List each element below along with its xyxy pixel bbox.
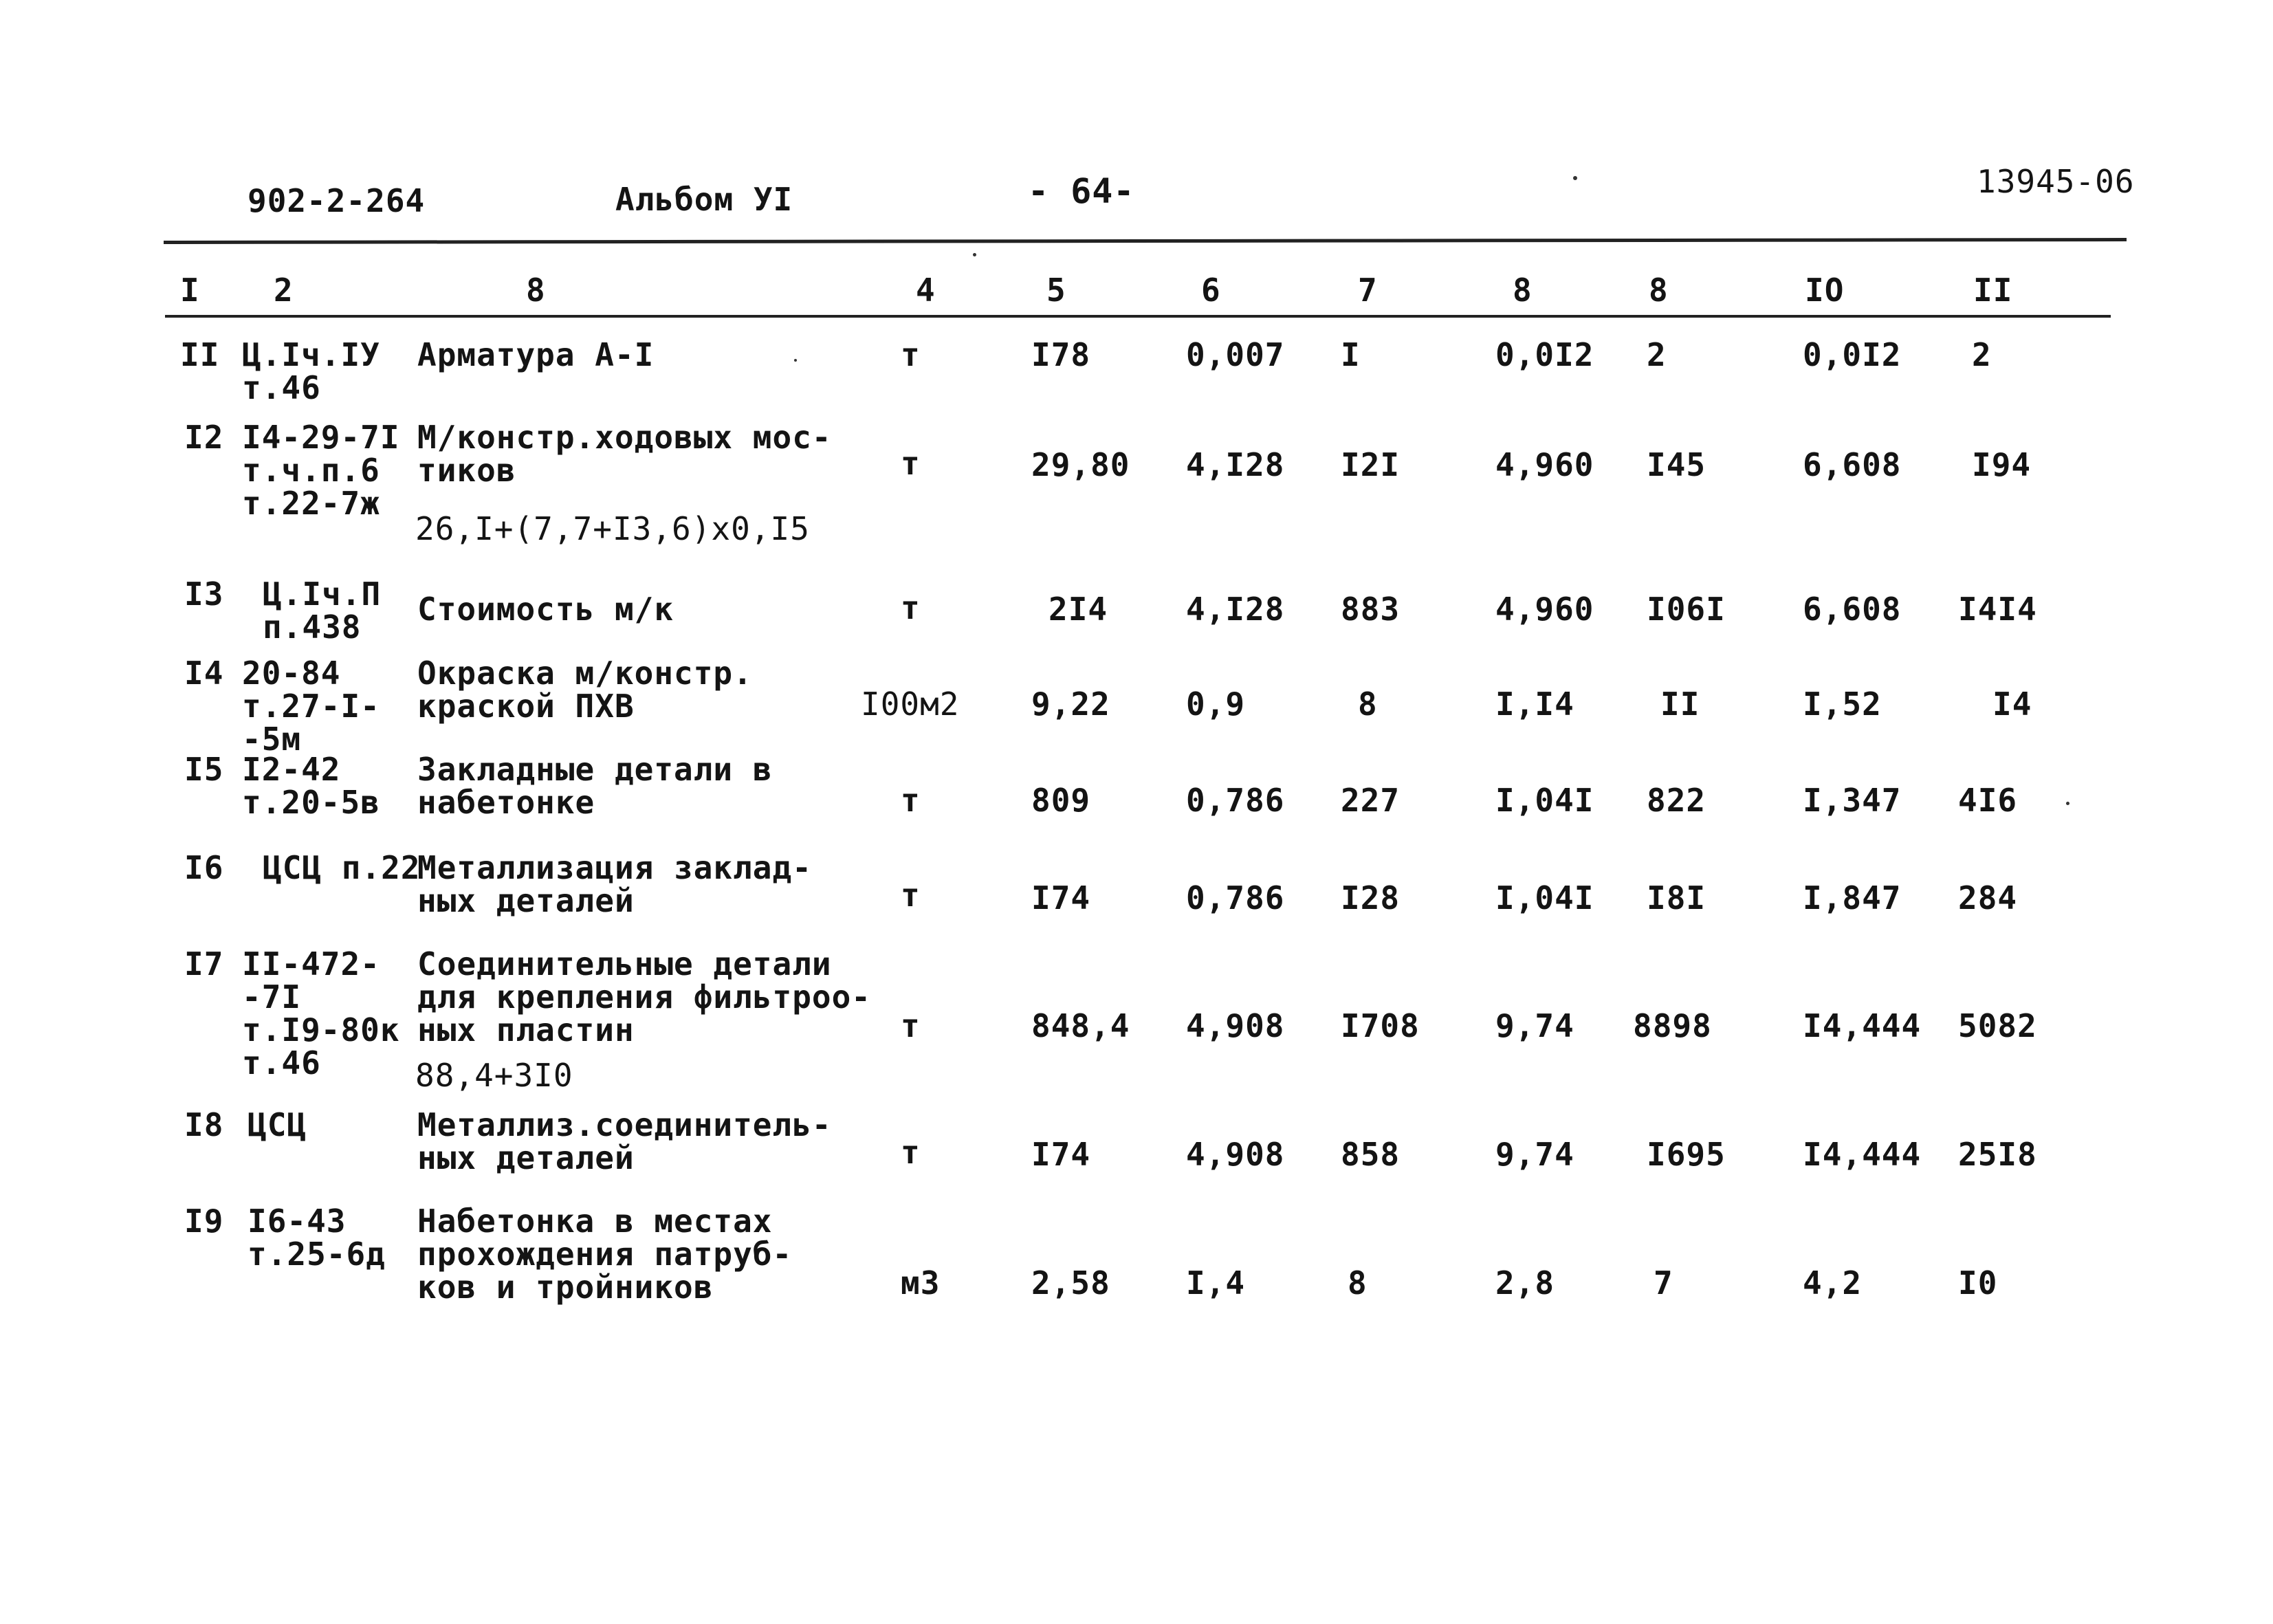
row-col11: I4I4 [1958, 591, 2037, 628]
scan-speck [2066, 802, 2069, 805]
row-number: I7 [184, 945, 224, 983]
row-name: Закладные детали в набетонке [417, 751, 773, 821]
row-name: Металлизация заклад- ных деталей [417, 849, 812, 919]
col-header-9: 8 [1649, 272, 1669, 309]
row-col6: 4,I28 [1186, 591, 1285, 628]
row-number: I9 [184, 1203, 224, 1240]
row-col7: I [1341, 336, 1361, 373]
row-col6: 0,786 [1186, 782, 1285, 819]
row-col5: 2,58 [1031, 1264, 1110, 1302]
row-name: Набетонка в местах прохождения патруб- ков и тройников [417, 1203, 793, 1306]
row-code: 20-84 т.27-I- -5м [242, 655, 380, 758]
row-col10: I,347 [1803, 782, 1902, 819]
row-col11: 25I8 [1958, 1136, 2037, 1173]
row-col5: 2I4 [1048, 591, 1108, 628]
row-col10: 4,2 [1803, 1264, 1863, 1302]
row-col8: I,04I [1495, 782, 1594, 819]
row-col5: 848,4 [1031, 1007, 1130, 1044]
page-number: - 64- [1028, 171, 1135, 211]
row-code: Ц.Iч.П п.438 [263, 575, 382, 646]
row-col11: 2 [1972, 336, 1992, 373]
row-unit: т [901, 445, 921, 482]
row-col8: 9,74 [1495, 1136, 1574, 1173]
row-name: М/констр.ходовых мос- тиков [417, 419, 832, 489]
row-number: I5 [184, 751, 224, 788]
row-unit: т [901, 782, 921, 819]
row-code: ЦСЦ п.22 [263, 849, 421, 886]
row-col6: I,4 [1186, 1264, 1246, 1302]
row-name: Металлиз.соединитель- ных деталей [417, 1106, 832, 1176]
row-col7: 8 [1358, 685, 1378, 723]
row-col8: 2,8 [1495, 1264, 1555, 1302]
row-col11: 5082 [1958, 1007, 2037, 1044]
row-number: I6 [184, 849, 224, 886]
row-col9: 7 [1654, 1264, 1673, 1302]
col-header-10: IO [1805, 272, 1845, 309]
row-number: I8 [184, 1106, 224, 1143]
row-col7: 8 [1348, 1264, 1368, 1302]
row-col5: I74 [1031, 879, 1091, 917]
row-col7: 858 [1341, 1136, 1401, 1173]
row-col9: I695 [1647, 1136, 1726, 1173]
row-col7: I2I [1341, 446, 1401, 483]
row-col7: 227 [1341, 782, 1401, 819]
row-col8: I,04I [1495, 879, 1594, 917]
row-col5: 9,22 [1031, 685, 1110, 723]
col-header-11: II [1973, 272, 2013, 309]
album-label: Альбом УI [615, 181, 793, 218]
row-name: Арматура А-I [417, 336, 655, 373]
row-unit: т [901, 589, 921, 626]
row-col6: 4,908 [1186, 1136, 1285, 1173]
header-rule [165, 315, 2111, 318]
row-col10: I,52 [1803, 685, 1882, 723]
row-col9: I45 [1647, 446, 1706, 483]
row-code: I6-43 т.25-6д [248, 1203, 386, 1273]
row-col11: I4 [1992, 685, 2032, 723]
row-col10: 6,608 [1803, 591, 1902, 628]
scan-speck [973, 253, 976, 256]
col-header-4: 4 [916, 272, 936, 309]
col-header-1: I [180, 272, 200, 309]
row-code: Ц.Iч.IУ т.46 [242, 336, 380, 406]
row-col8: 4,960 [1495, 591, 1594, 628]
row-unit: т [901, 877, 921, 914]
row-number: I3 [184, 575, 224, 613]
row-col11: 284 [1958, 879, 2018, 917]
row-unit: I00м2 [861, 685, 960, 723]
row-col9: I06I [1647, 591, 1726, 628]
row-col7: I708 [1341, 1007, 1420, 1044]
row-unit: т [901, 1134, 921, 1171]
row-name: Окраска м/констр. краской ПХВ [417, 655, 753, 725]
row-col8: 9,74 [1495, 1007, 1574, 1044]
row-code: I4-29-7I т.ч.п.6 т.22-7ж [242, 419, 400, 522]
row-number: I4 [184, 655, 224, 692]
row-col10: 0,0I2 [1803, 336, 1902, 373]
col-header-3: 8 [526, 272, 546, 309]
col-header-2: 2 [274, 272, 294, 309]
row-col11: 4I6 [1958, 782, 2018, 819]
row-col10: I,847 [1803, 879, 1902, 917]
row-col10: I4,444 [1803, 1136, 1922, 1173]
row-col5: I78 [1031, 336, 1091, 373]
row-col11: I94 [1972, 446, 2032, 483]
row-col6: 0,786 [1186, 879, 1285, 917]
row-col9: II [1660, 685, 1700, 723]
row-number: II [180, 336, 220, 373]
row-number: I2 [184, 419, 224, 456]
row-col8: 0,0I2 [1495, 336, 1594, 373]
col-header-6: 6 [1201, 272, 1221, 309]
row-col6: 0,007 [1186, 336, 1285, 373]
row-col9: I8I [1647, 879, 1706, 917]
row-col8: 4,960 [1495, 446, 1594, 483]
row-code: ЦСЦ [248, 1106, 307, 1143]
scan-speck [794, 359, 797, 362]
scan-speck [1573, 176, 1577, 180]
row-col9: 822 [1647, 782, 1706, 819]
row-col11: I0 [1958, 1264, 1998, 1302]
row-unit: т [901, 336, 921, 373]
row-col6: 0,9 [1186, 685, 1246, 723]
col-header-7: 7 [1358, 272, 1378, 309]
row-name: Соединительные детали для крепления фильтроо- ных пластин [417, 945, 871, 1049]
row-col5: 809 [1031, 782, 1091, 819]
row-col10: I4,444 [1803, 1007, 1922, 1044]
row-col7: I28 [1341, 879, 1401, 917]
row-unit: т [901, 1007, 921, 1044]
row-name: Стоимость м/к [417, 591, 674, 628]
row-code: II-472- -7I т.I9-80к т.46 [242, 945, 400, 1082]
row-code: I2-42 т.20-5в [242, 751, 380, 821]
row-col8: I,I4 [1495, 685, 1574, 723]
row-col9: 2 [1647, 336, 1667, 373]
row-formula: 88,4+3I0 [415, 1057, 573, 1094]
row-col5: 29,80 [1031, 446, 1130, 483]
doc-code: 902-2-264 [248, 182, 426, 219]
row-col7: 883 [1341, 591, 1401, 628]
col-header-5: 5 [1046, 272, 1066, 309]
top-rule [164, 238, 2127, 244]
row-col9: 8898 [1633, 1007, 1712, 1044]
row-col6: 4,908 [1186, 1007, 1285, 1044]
inventory-number: 13945-06 [1977, 163, 2135, 200]
row-formula: 26,I+(7,7+I3,6)x0,I5 [415, 510, 810, 547]
row-col6: 4,I28 [1186, 446, 1285, 483]
row-unit: м3 [901, 1264, 941, 1302]
col-header-8: 8 [1513, 272, 1533, 309]
row-col10: 6,608 [1803, 446, 1902, 483]
row-col5: I74 [1031, 1136, 1091, 1173]
